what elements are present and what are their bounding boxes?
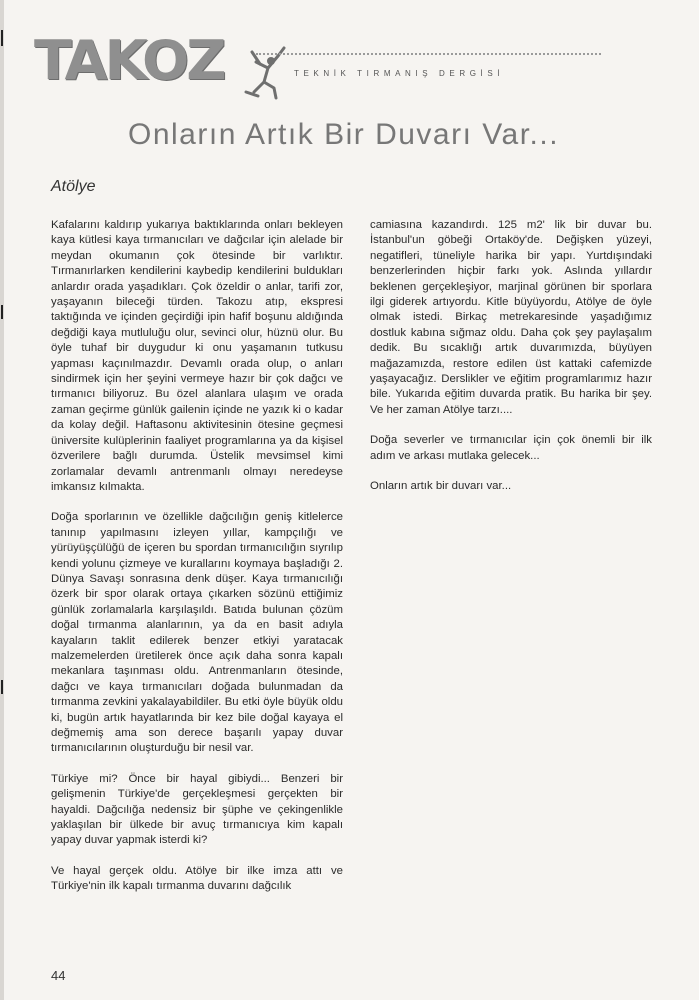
- registration-mark: [1, 680, 3, 694]
- right-column: [370, 218, 652, 510]
- logo-wordmark: TAKOZ: [34, 29, 224, 92]
- registration-mark: [1, 30, 3, 46]
- left-column: [51, 218, 343, 910]
- paragraph: Onların artık bir duvarı var...: [370, 480, 512, 493]
- paragraph: Doğa sporlarının ve özellikle dağcılığın geniş kitlelerce tanınıp yapılmasını izleyen yıllar, kampçılığı ve yürüyüşçülüğü de içeren bu spordan tırmanıcılığın sıyrılıp kendi yolunu çizmeye ve kurallarını koymaya başladığı 2. Dünya Savaşı sonrasına denk düşer. Kaya tırmanıcılığı özerk bir spor olarak ortaya çıkarken sözünü ettiğimiz günlük zorlamalarla karşılaşıldı. Batıda bulunan çözüm doğal tırmanma alanlarının, ya da en basit adıyla kayaların taklit edilerek benzer etkiyi yaratacak malzemelerden üretilerek önce açık daha sonra kapalı mekanlara taşınması oldu. Antrenmanların ötesinde, dağcı ve kaya tırmanıcıları doğada bulunmadan da tırmanma zevkini yakalayabildiler. Bu etki öyle büyük oldu ki, bugün artık hayatlarında bir kez bile doğal kayaya el değmemiş ama son derece başarılı yapay duvar tırmanıcılarının oluşturduğu bir nesil var.: [51, 511, 343, 755]
- article-title: Onların Artık Bir Duvarı Var...: [128, 118, 560, 151]
- page-edge: [0, 0, 4, 1000]
- magazine-tagline: TEKNİK TIRMANIŞ DERGİSİ: [294, 69, 505, 78]
- paragraph: Türkiye mi? Önce bir hayal gibiydi... Benzeri bir gelişmenin Türkiye'de gerçekleşmesi gerçekten bir hayaldi. Dağcılığa nedensiz bir şüphe ve çekingenlikle yaklaşılan bir ülkede bir avuç tırmanıcıya kim kapalı yapay duvar yapmak isterdi ki?: [51, 772, 343, 847]
- paragraph: Ve hayal gerçek oldu. Atölye bir ilke imza attı ve Türkiye'nin ilk kapalı tırmanma duvarını dağcılık: [51, 864, 343, 893]
- climber-icon: [238, 42, 290, 100]
- paragraph: Doğa severler ve tırmanıcılar için çok önemli bir ilk adım ve arkası mutlaka gelecek...: [370, 434, 652, 462]
- registration-mark: [1, 305, 3, 319]
- header-divider: [256, 53, 601, 55]
- paragraph: camiasına kazandırdı. 125 m2' lik bir duvar bu. İstanbul'un göbeği Ortaköy'de. Değişken yüzeyi, negatifleri, tüneliyle harika bir yapı. Yurtdışındaki benzerlerinden hiçbir farkı yok. Aslında yıllardır beklenen gerçekleşiyor, marjinal görünen bir sporlara ilgi giderek artıyordu. Kitle büyüyordu, Atölye de öyle olmak istedi. Birkaç metrekaresinde yaşadığımız dostluk kabına sığmaz oldu. Daha çok şey paylaşalım dedik. Bu sıcaklığı artık duvarımızda, büyüyen mağazamızda, restore edilen üst kattaki cafemizde yaşayacağız. Derslikler ve eğitim programlarımız hazır bile. Yukarıda eğitim duvarda pratik. Bu harika bir şey. Ve her zaman Atölye tarzı....: [370, 219, 652, 416]
- article-byline: Atölye: [51, 178, 96, 195]
- magazine-logo: [34, 29, 505, 96]
- paragraph: Kafalarını kaldırıp yukarıya baktıklarında onları bekleyen kaya kütlesi kaya tırmanıcıları ve dağcılar için alelade bir meydan okumanın çok ötesinde bir varlıktır. Tırmanırlarken kendilerini kaybedip kendilerini buldukları anlardır orada yaşadıkları. Çok özeldir o anlar, tarifi zor, yaşayanın bileceği türden. Takozu atıp, ekspresi taktığında ve içinden geçirdiği ipin hafif boşunu aldığında değdiği kaya mutluluğu olur, sevinci olur, hüznü olur. Bu öyle tuhaf bir duygudur ki onu yaşamanın tutkusu yapması kaçınılmazdır. Devamlı orada olup, o anları sindirmek için her şeyini vermeye hazır bir çok dağcı ve tırmanıcı biliyoruz. Bu özel alanlara ulaşım ve orada zaman geçirme günlük gailenin içinde ne yazık ki o kadar da kolay değil. Haftasonu aktivitesinin ötesine geçmesi üniversite kulüplerinin faaliyet programlarına ya da kişisel özverilere bağlı durumda. Üstelik mevsimsel kimi zorlamalar devamlı antrenmanlı olmayı neredeyse imkansız kılmakta.: [51, 219, 343, 493]
- page-number: 44: [51, 968, 66, 983]
